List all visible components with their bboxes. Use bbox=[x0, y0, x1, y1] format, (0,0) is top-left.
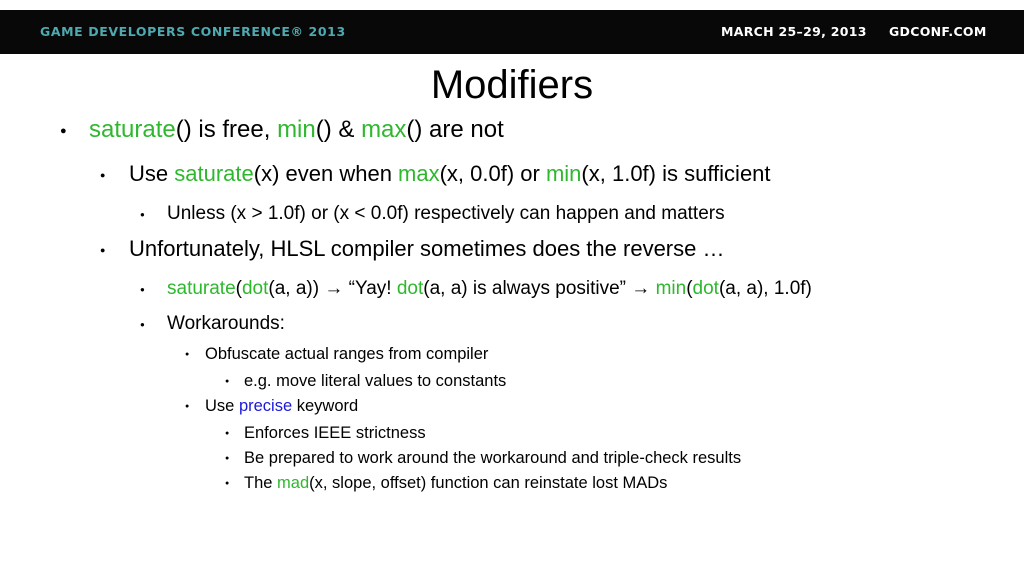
bullet-dot: ● bbox=[225, 480, 230, 487]
bullet-dot: ● bbox=[225, 378, 230, 385]
conference-dates: MARCH 25–29, 2013 bbox=[721, 24, 867, 39]
bullet-dot: ● bbox=[185, 351, 190, 358]
bullet-text: e.g. move literal values to constants bbox=[244, 372, 507, 390]
conference-website: GDCONF.COM bbox=[889, 24, 987, 39]
bullet-text: Unfortunately, HLSL compiler sometimes does the reverse … bbox=[129, 236, 725, 261]
bullet-text: saturate() is free, min() & max() are not bbox=[89, 116, 504, 143]
bullet-text: Unless (x > 1.0f) or (x < 0.0f) respectively can happen and matters bbox=[167, 203, 725, 224]
conference-name: GAME DEVELOPERS CONFERENCE® 2013 bbox=[40, 24, 346, 39]
conference-header-bar bbox=[0, 10, 1024, 54]
bullet-text: Enforces IEEE strictness bbox=[244, 424, 426, 442]
bullet-text: Workarounds: bbox=[167, 313, 285, 334]
bullet-dot: ● bbox=[225, 455, 230, 462]
bullet-dot: ● bbox=[140, 320, 145, 329]
bullet-text: Use precise keyword bbox=[205, 397, 359, 415]
bullet-dot: ● bbox=[225, 430, 230, 437]
bullet-dot: ● bbox=[185, 403, 190, 410]
bullet-dot: ● bbox=[60, 125, 67, 137]
bullet-text: Be prepared to work around the workaround and triple-check results bbox=[244, 449, 742, 467]
bullet-dot: ● bbox=[100, 170, 106, 180]
bullet-dot: ● bbox=[140, 210, 145, 219]
slide-title: Modifiers bbox=[430, 63, 594, 107]
bullet-dot: ● bbox=[140, 285, 145, 294]
bullet-text: Obfuscate actual ranges from compiler bbox=[205, 345, 489, 363]
bullet-text: saturate(dot(a, a)) → “Yay! dot(a, a) is always positive” → min(dot(a, a), 1.0f) bbox=[167, 278, 812, 299]
bullet-text: The mad(x, slope, offset) function can reinstate lost MADs bbox=[244, 474, 668, 492]
bullet-text: Use saturate(x) even when max(x, 0.0f) or min(x, 1.0f) is sufficient bbox=[129, 161, 771, 186]
bullet-dot: ● bbox=[100, 245, 106, 255]
